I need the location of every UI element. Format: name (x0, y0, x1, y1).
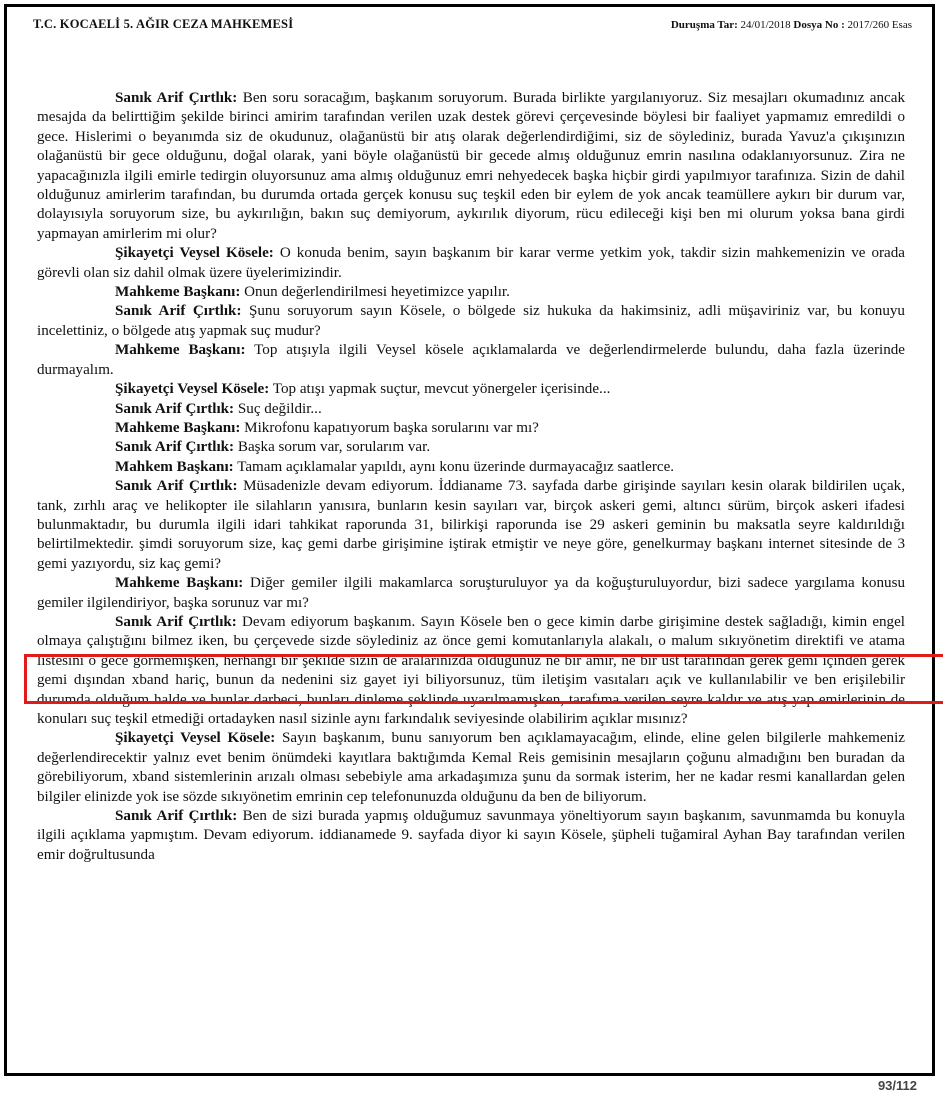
speaker-label: Şikayetçi Veysel Kösele: (115, 245, 274, 262)
page-number: 93/112 (877, 1078, 917, 1093)
transcript-paragraph (37, 283, 905, 302)
paragraph-text: Diğer gemiler ilgili makamlarca soruşturuluyor ya da koğuşturuluyordur, bizi sadece yargılama konusu gemiler ilgilendiriyor, başka sorunuz var mı? (37, 575, 905, 611)
transcript-paragraph (37, 458, 905, 477)
paragraph-text: Ben soru soracağım, başkanım soruyorum. Burada birlikte yargılanıyoruz. Siz mesajları okumadınız ancak mesajda da belirttiğim şekilde birinci amirim tarafından verilen uzak destek görevi çerçevesinde böylesi bir faaliyet yapmamız emredildi o gece. Hislerimi o beyanımda siz de okudunuz, olağanüstü bir atış olarak değerlendirdiğimi, siz de söylediniz, burada Yavuz'a çıkışınızın olağanüstü bir gece olduğunu, doğal olarak, yani böyle olağanüstü bir gecede almış olduğunuz emrin nasılına odaklanıyorsunuz. Zira ne yapacağınızla ilgili emirle tedirgin oluyorsunuz ama almış olduğunuz emri nehyedecek başka hiçbir girdi yapılmıyor tarafınıza. Sizin de dahil olduğunuz amirlerim tarafından, bu durumda ortada gerçek konusu suç teşkil eden bir eylem de yok ancak teamüllere aykırı bir durum var, dolayısıyla soruyorum size, bu aykırılığın, bakın suç demiyorum, aykırılık diyorum, rücu edileceği kişi ben mi olurum yoksa bana girdi yapmayan amirlerim mi olur? (37, 90, 906, 242)
highlighted-paragraph (37, 574, 905, 613)
transcript-paragraph (37, 341, 905, 380)
hearing-date: 24/01/2018 (740, 19, 791, 31)
paragraph-text: Devam ediyorum başkanım. Sayın Kösele ben o gece kimin darbe girişimine destek sağladığı, kimin engel olmaya çalıştığını bilmez iken, bu çerçevede sizde söylediniz az önce gemi komutanlarıyla alakalı, o malum sıkıyönetim direktifi ve atama listesini o gece görmemişken, herhangi bir şekilde sizin de aralarınızda olduğunuz ne bir amir, ne bir üst tarafından gerek gemi içinden gerek gemi dışından xband hariç, bunun da nedenini siz gayet iyi biliyorsunuz, tüm iletişim vasıtaları açık ve kullanılabilir ve ben erişilebilir durumda olduğum halde ve bunlar darbeci, bunları dinleme şeklinde uyarılmamışken, tarafıma verilen seyre kaldır ve atış yap emirlerinin de konuları suç teşkil etmediği ortadayken nasıl sizinle aynı farkındalık seviyesinde olabilirim açıklar mısınız? (37, 613, 905, 727)
page-header (33, 17, 912, 35)
speaker-label: Mahkeme Başkanı: (115, 419, 241, 436)
paragraph-text: Ben de sizi burada yapmış olduğumuz savunmaya yöneltiyorum sayın başkanım, savunmamda bu konuyla ilgili açıklama yapmıştım. Devam ediyorum. iddianamede 9. sayfada diyor ki sayın Kösele, şüpheli tuğamiral Ayhan Bay tarafından verilen emir doğrultusunda (37, 808, 905, 863)
paragraph-text: Şunu soruyorum sayın Kösele, o bölgede siz hukuka da hakimsiniz, adli müşaviriniz var, bu konuyu incelettiniz, o bölgede atış yapmak suç mudur? (37, 303, 905, 339)
speaker-label: Sanık Arif Çırtlık: (115, 400, 235, 417)
paragraph-text: Suç değildir... (237, 400, 322, 417)
speaker-label: Sanık Arif Çırtlık: (115, 613, 237, 630)
speaker-label: Mahkeme Başkanı: (115, 342, 246, 359)
hearing-date-label: Duruşma Tar: (670, 19, 738, 31)
speaker-label: Mahkeme Başkanı: (115, 575, 244, 592)
transcript-paragraph (37, 400, 905, 419)
paragraph-text: O konuda benim, sayın başkanım bir karar verme yetkim yok, takdir sizin mahkemenizin ve orada görevli olan siz dahil olmak üzere üyelerimizindir. (37, 245, 905, 281)
transcript-paragraph (37, 380, 905, 399)
transcript-paragraph (37, 477, 905, 574)
speaker-label: Mahkem Başkanı: (115, 458, 234, 475)
paragraph-text: Başka sorum var, sorularım var. (237, 439, 431, 456)
paragraph-text: Top atışıyla ilgili Veysel kösele açıklamalarda ve değerlendirmelerde bulundu, daha fazla üzerinde durmayalım. (37, 342, 905, 378)
speaker-label: Şikayetçi Veysel Kösele: (115, 730, 276, 747)
highlight-box (24, 654, 943, 704)
paragraph-text: Onun değerlendirilmesi heyetimizce yapılır. (244, 284, 510, 301)
transcript-paragraph (37, 438, 905, 457)
transcript-paragraph (37, 729, 905, 807)
speaker-label: Mahkeme Başkanı: (115, 284, 241, 301)
transcript-body (37, 89, 905, 865)
court-name: T.C. KOCAELİ 5. AĞIR CEZA MAHKEMESİ (33, 17, 294, 31)
paragraph-text: Sayın başkanım, bunu sanıyorum ben açıklamayacağım, elinde, eline gelen bilgilerle mahkemeniz değerlendirecektir yalnız evet benim önümdeki kayıtlara baktığımda Kemal Reis gemisinin mesajların çoğunu almadığını ben buradan da görebiliyorum, xband sistemlerinin arızalı olması sebebiyle ama arkadaşımıza şunu da sormak isterim, her ne kadar resmi kanallardan gelen bilgiler elinizde yok ise sözde sıkıyönetim emrinin cep telefonunuzda olduğunu da ben de biliyorum. (37, 730, 905, 805)
paragraph-text: Müsadenizle devam ediyorum. İddianame 73. sayfada darbe girişinde sayıları kesin olarak bildirilen uçak, tank, zırhlı araç ve helikopter ile silahların yanısıra, bunların kesin sayıları var, birçok askeri gemi, altıncı sürüm, birçok askeri ifadesi bulunmaktadır, bu durumla ilgili idari tahkikat raporunda 31, bilirkişi raporunda ise 29 askeri geminin bu maksatla seyre kaldırıldığı belirtilmektedir. şimdi soruyorum size, kaç gemi darbe girişimine iştirak etmiştir ve neye göre, genelkurmay başkanı internet sitesinde de 3 gemi yazıyordu, siz kaç gemi? (37, 478, 905, 572)
transcript-paragraph (37, 419, 905, 438)
file-no-label: Dosya No : (793, 19, 845, 31)
paragraph-text: Tamam açıklamalar yapıldı, aynı konu üzerinde durmayacağız saatlerce. (237, 458, 675, 475)
transcript-paragraph (37, 244, 905, 283)
transcript-paragraph (37, 807, 905, 865)
speaker-label: Sanık Arif Çırtlık: (115, 303, 242, 320)
speaker-label: Şikayetçi Veysel Kösele: (115, 381, 270, 398)
transcript-paragraph (37, 89, 905, 244)
transcript-paragraph (37, 302, 905, 341)
hearing-info (671, 19, 912, 31)
speaker-label: Sanık Arif Çırtlık: (115, 90, 238, 106)
paragraph-text: Mikrofonu kapatıyorum başka sorularını var mı? (244, 419, 539, 436)
document-page (4, 4, 935, 1076)
speaker-label: Sanık Arif Çırtlık: (115, 478, 238, 495)
speaker-label: Sanık Arif Çırtlık: (115, 808, 238, 825)
paragraph-text: Top atışı yapmak suçtur, mevcut yönergeler içerisinde... (272, 381, 611, 398)
speaker-label: Sanık Arif Çırtlık: (115, 439, 235, 456)
file-no: 2017/260 Esas (847, 19, 912, 31)
